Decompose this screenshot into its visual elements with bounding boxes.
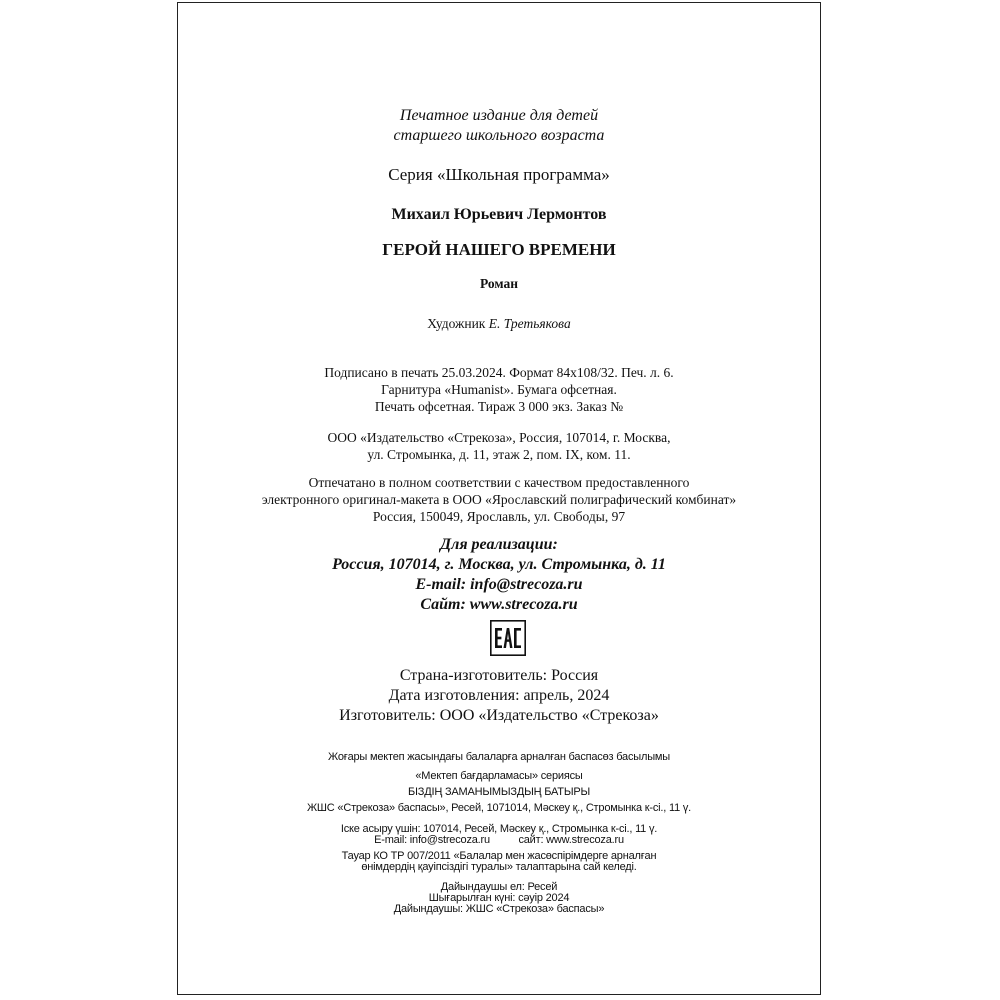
imprint-line-2: Гарнитура «Humanist». Бумага офсетная. <box>381 382 617 397</box>
printer-line-3: Россия, 150049, Ярославль, ул. Свободы, 97 <box>372 509 626 524</box>
series-title: Серия «Школьная программа» <box>388 165 610 184</box>
kazakh-line-7: Тауар КО ТР 007/2011 «Балалар мен жасөспірімдерге арналған <box>341 850 657 862</box>
illustrator <box>178 316 820 332</box>
audience-line-2: старшего школьного возраста <box>393 127 605 144</box>
sales-email: E-mail: info@strecoza.ru <box>415 576 583 593</box>
author-name: Михаил Юрьевич Лермонтов <box>391 206 607 223</box>
illustrator-name: Е. Третьякова <box>488 316 571 331</box>
imprint-line-3: Печать офсетная. Тираж 3 000 экз. Заказ № <box>374 399 624 414</box>
kazakh-line-1: Жоғары мектеп жасындағы балаларға арналған баспасөз басылымы <box>328 751 670 763</box>
eac-mark-icon <box>490 620 526 656</box>
kazakh-line-2: «Мектеп бағдарламасы» сериясы <box>415 770 583 782</box>
page <box>177 2 821 995</box>
sales-address: Россия, 107014, г. Москва, ул. Стромынка, д. 11 <box>332 556 666 573</box>
kazakh-line-4: ЖШС «Стрекоза» баспасы», Ресей, 1071014, Мәскеу қ., Стромынка к-сі., 11 ү. <box>306 802 692 814</box>
kazakh-line-10: Шығарылған күні: сәуір 2024 <box>428 892 570 904</box>
kazakh-line-6: E-mail: info@strecoza.ru сайт: www.strecoza.ru <box>374 834 624 846</box>
audience-line-1: Печатное издание для детей <box>399 107 599 124</box>
imprint-line-1: Подписано в печать 25.03.2024. Формат 84х108/32. Печ. л. 6. <box>324 365 674 380</box>
kazakh-line-9: Дайындаушы ел: Ресей <box>440 881 558 893</box>
manufacturer-date: Дата изготовления: апрель, 2024 <box>388 687 610 704</box>
kazakh-line-5: Іске асыру үшін: 107014, Ресей, Мәскеу қ., Стромынка к-сі., 11 ү. <box>340 823 658 835</box>
sales-site: Сайт: www.strecoza.ru <box>420 596 578 613</box>
publisher-line-2: ул. Стромынка, д. 11, этаж 2, пом. IX, ком. 11. <box>367 447 631 462</box>
printer-line-2: электронного оригинал-макета в ООО «Ярославский полиграфический комбинат» <box>261 492 737 507</box>
genre: Роман <box>479 276 519 291</box>
kazakh-line-3: БІЗДІҢ ЗАМАНЫМЫЗДЫҢ БАТЫРЫ <box>407 786 591 798</box>
sales-heading: Для реализации: <box>440 536 558 553</box>
illustrator-label: Художник <box>427 316 486 331</box>
printer-line-1: Отпечатано в полном соответствии с качеством предоставленного <box>308 475 690 490</box>
manufacturer-name: Изготовитель: ООО «Издательство «Стрекоза» <box>339 707 659 724</box>
kazakh-line-8: өнімдердің қауіпсіздігі туралы» талаптарына сай келеді. <box>361 861 637 873</box>
book-title: ГЕРОЙ НАШЕГО ВРЕМЕНИ <box>382 240 616 259</box>
kazakh-line-11: Дайындаушы: ЖШС «Стрекоза» баспасы» <box>393 903 605 915</box>
publisher-line-1: ООО «Издательство «Стрекоза», Россия, 107014, г. Москва, <box>327 430 671 445</box>
page-content <box>178 3 820 994</box>
manufacturer-country: Страна-изготовитель: Россия <box>399 667 599 684</box>
